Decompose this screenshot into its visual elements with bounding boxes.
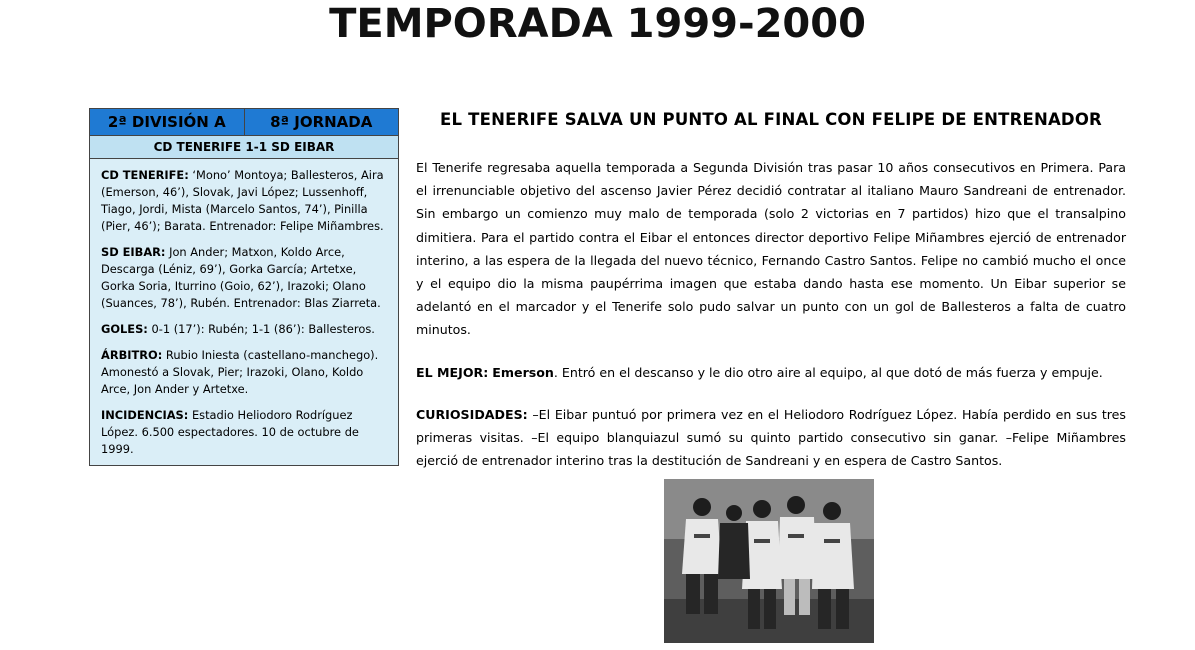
goals-label: GOLES: <box>101 322 148 336</box>
eibar-lineup-label: SD EIBAR: <box>101 245 166 259</box>
curiosities-text: –El Eibar puntuó por primera vez en el Heliodoro Rodríguez López. Había perdido en sus tres primeras visitas. –El equipo blanquiazul sumó su quinto partido consecutivo sin ganar. –Felipe Miñambres ejerció de entrenador interino tras la destitución de Sandreani y en espera de Castro Santos. <box>416 406 1126 469</box>
match-header <box>90 109 398 136</box>
article-headline: EL TENERIFE SALVA UN PUNTO AL FINAL CON FELIPE DE ENTRENADOR <box>440 110 1102 129</box>
curiosities-label: CURIOSIDADES: <box>416 406 528 422</box>
best-player-label: EL MEJOR: <box>416 364 489 380</box>
referee-text: Rubio Iniesta (castellano-manchego). Amonestó a Slovak, Pier; Irazoki, Olano, Koldo Arce, Jon Ander y Artetxe. <box>101 348 379 396</box>
eibar-lineup <box>101 244 390 312</box>
team-photo-illustration <box>664 479 874 643</box>
match-details <box>90 159 398 458</box>
season-title: TEMPORADA 1999-2000 <box>329 1 866 47</box>
incidents <box>101 407 390 458</box>
division-label: 2ª DIVISIÓN A <box>90 109 245 135</box>
tenerife-lineup-text: ‘Mono’ Montoya; Ballesteros, Aira (Emerson, 46’), Slovak, Javi López; Lussenhoff, Tiago, Jordi, Mista (Marcelo Santos, 74’), Pinilla (Pier, 46’); Barata. Entrenador: Felipe Miñambres. <box>101 168 384 233</box>
best-player-text: . Entró en el descanso y le dio otro aire al equipo, al que dotó de más fuerza y empuje. <box>553 364 1103 380</box>
matchday-label: 8ª JORNADA <box>270 113 373 131</box>
referee <box>101 347 390 398</box>
match-result: CD TENERIFE 1-1 SD EIBAR <box>90 136 398 159</box>
incidents-text: Estadio Heliodoro Rodríguez López. 6.500 espectadores. 10 de octubre de 1999. <box>101 408 359 456</box>
eibar-lineup-text: Jon Ander; Matxon, Koldo Arce, Descarga (Léniz, 69’), Gorka García; Artetxe, Gorka Soria, Iturrino (Goio, 62’), Irazoki; Olano (Suances, 78’), Rubén. Entrenador: Blas Ziarreta. <box>101 245 381 310</box>
article-body <box>416 156 1126 491</box>
best-player-name: Emerson <box>492 364 554 380</box>
match-info-box <box>89 108 399 466</box>
goals <box>101 321 390 338</box>
tenerife-lineup <box>101 167 390 235</box>
referee-label: ÁRBITRO: <box>101 348 163 362</box>
team-photo-image <box>664 479 874 643</box>
best-player-paragraph <box>416 361 1126 384</box>
incidents-label: INCIDENCIAS: <box>101 408 189 422</box>
tenerife-lineup-label: CD TENERIFE: <box>101 168 189 182</box>
curiosities-paragraph <box>416 403 1126 473</box>
goals-text: 0-1 (17’): Rubén; 1-1 (86’): Ballesteros. <box>151 322 375 336</box>
article-paragraph: El Tenerife regresaba aquella temporada a Segunda División tras pasar 10 años consecutivos en Primera. Para el irrenunciable objetivo del ascenso Javier Pérez decidió contratar al italiano Mauro Sandreani de entrenador. Sin embargo un comienzo muy malo de temporada (solo 2 victorias en 7 partidos) hizo que el transalpino dimitiera. Para el partido contra el Eibar el entonces director deportivo Felipe Miñambres ejerció de entrenador interino, a las espera de la llegada del nuevo técnico, Fernando Castro Santos. Felipe no cambió mucho el once y el equipo dio la misma paupérrima imagen que estaba dando hasta ese momento. Un Eibar superior se adelantó en el marcador y el Tenerife solo pudo salvar un punto con un gol de Ballesteros a falta de cuatro minutos. <box>416 160 1126 338</box>
